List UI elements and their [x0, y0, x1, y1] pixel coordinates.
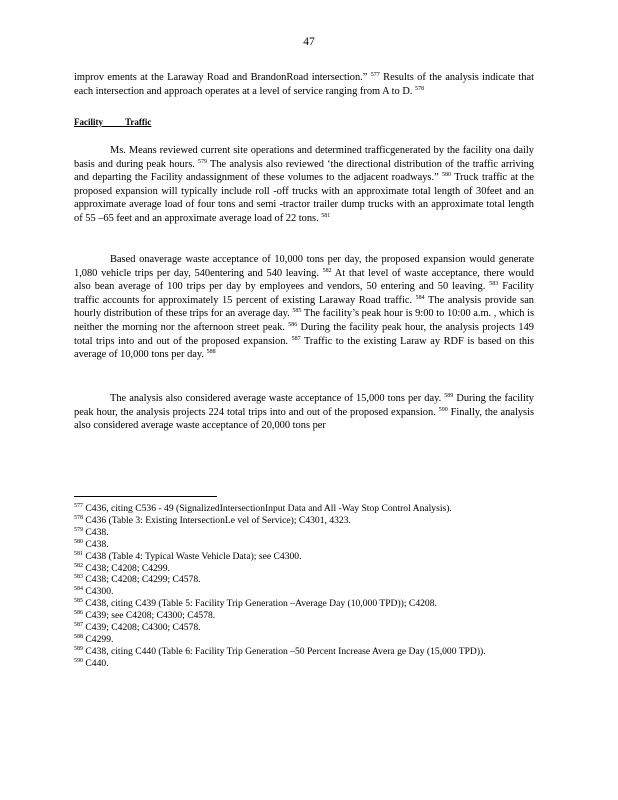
- text-segment: The analysis also reviewed ‘the directional distribution of the traffic arriving and departing the Facility andassignment of these volumes to the adjacent roadways.”: [74, 158, 534, 184]
- footnote-number: 590: [74, 657, 83, 664]
- footnote-item: [74, 598, 514, 610]
- footnote-number: 577: [74, 503, 83, 509]
- footnote-text: C440.: [85, 657, 109, 669]
- footnote-ref: 587: [291, 335, 301, 342]
- footnote-divider: [74, 496, 217, 497]
- footnote-ref: 585: [292, 308, 302, 315]
- footnote-number: 587: [74, 622, 83, 629]
- footnote-text: C438 (Table 4: Typical Waste Vehicle Data); see C4300.: [85, 550, 302, 562]
- footnote-text: C438; C4208; C4299; C4578.: [85, 574, 201, 586]
- paragraph-2: [74, 253, 534, 362]
- footnote-ref: 579: [198, 158, 208, 165]
- paragraph-1: [74, 144, 534, 226]
- footnote-item: [74, 574, 514, 586]
- footnote-ref: 584: [415, 294, 425, 301]
- text-segment: At that level of waste acceptance, there would also bean average of 100 trips per day by employees and vendors, 50 entering and 50 leaving.: [74, 267, 535, 293]
- footnote-ref: 589: [444, 393, 454, 399]
- text-segment: Ms. Means reviewed current site operations and determined trafficgenerated by the facility ona daily basis and during peak hours.: [74, 145, 534, 170]
- footnote-number: 583: [74, 574, 83, 581]
- footnote-item: [74, 515, 514, 527]
- footnote-item: [74, 551, 514, 563]
- footnote-text: C438; C4208; C4299.: [85, 562, 170, 574]
- footnote-item: [74, 646, 514, 658]
- footnote-ref: 590: [438, 406, 448, 413]
- footnote-text: C439; C4208; C4300; C4578.: [85, 622, 201, 634]
- footnote-ref: 578: [415, 85, 425, 92]
- footnote-text: C438.: [85, 538, 109, 550]
- footnote-item: [74, 503, 514, 515]
- footnote-number: 585: [74, 598, 83, 605]
- paragraph-text: [74, 392, 534, 433]
- text-segment: The analysis also considered average waste acceptance of 15,000 tons per day.: [110, 393, 442, 404]
- footnote-item: [74, 634, 514, 646]
- footnote-ref: 582: [322, 267, 332, 274]
- footnote-item: [74, 658, 514, 670]
- footnote-number: 589: [74, 645, 83, 652]
- text-segment: Based onaverage waste acceptance of 10,000 tons per day, the proposed expansion would generate 1,080 vehicle trips per day, 540entering and 540 leaving.: [74, 254, 534, 279]
- footnote-text: C438.: [85, 526, 109, 538]
- section-heading: Facility Traffic: [74, 117, 152, 127]
- paragraph-text: [74, 253, 534, 362]
- page-number: 47: [303, 36, 315, 48]
- footnote-item: [74, 586, 514, 598]
- intro-text-1: improv ements at the Laraway Road and BrandonRoad intersection.”: [74, 72, 368, 83]
- footnote-text: C436 (Table 3: Existing IntersectionLe vel of Service); C4301, 4323.: [85, 514, 351, 526]
- footnote-number: 584: [74, 586, 83, 593]
- footnote-text: C439; see C4208; C4300; C4578.: [85, 610, 216, 622]
- footnote-ref: 581: [321, 212, 331, 219]
- footnote-item: [74, 610, 514, 622]
- text-segment: Facility traffic accounts for approximately 15 percent of existing Laraway Road traffic.: [74, 281, 534, 306]
- footnote-number: 579: [74, 526, 83, 533]
- footnote-item: [74, 563, 514, 575]
- footnote-number: 578: [74, 514, 83, 521]
- text-segment: The analysis provide san hourly distribution of these trips for an average day.: [74, 294, 535, 320]
- footnotes: [74, 503, 514, 670]
- text-segment: Truck traffic at the proposed expansion will typically include roll -off trucks with an approximate total length of 30feet and an approximate average load of four tons and semi -tractor trailer dump trucks with an approximate total length of 55 –65 feet and an approximate average load of 22 tons.: [74, 172, 535, 224]
- intro-text-2: Results of the analysis indicate that each intersection and approach operates at a level of service ranging from A to D.: [74, 72, 534, 97]
- footnote-item: [74, 539, 514, 551]
- text-segment: Finally, the analysis also considered average waste acceptance of 20,000 tons per: [74, 406, 534, 432]
- footnote-number: 588: [74, 633, 83, 640]
- footnote-number: 580: [74, 538, 83, 545]
- paragraph-text: [74, 144, 534, 226]
- footnote-ref: 580: [442, 172, 452, 179]
- text-segment: During the facility peak hour, the analysis projects 224 total trips into and out of the proposed expansion.: [74, 393, 534, 418]
- footnote-text: C438, citing C440 (Table 6: Facility Trip Generation –50 Percent Increase Avera ge Day (15,000 TPD)).: [85, 645, 486, 657]
- footnote-number: 582: [74, 562, 83, 569]
- text-segment: Traffic to the existing Laraw ay RDF is based on this average of 10,000 tons per day.: [74, 335, 534, 361]
- intro-paragraph: [74, 71, 534, 98]
- footnote-ref: 588: [206, 349, 216, 356]
- footnote-text: C4300.: [85, 586, 114, 598]
- text-segment: During the facility peak hour, the analysis projects 149 total trips into and out of the proposed expansion.: [74, 321, 534, 347]
- footnote-text: C436, citing C536 - 49 (SignalizedIntersectionInput Data and All -Way Stop Control Analysis).: [85, 503, 452, 514]
- footnote-number: 581: [74, 550, 83, 557]
- text-segment: The facility’s peak hour is 9:00 to 10:00 a.m. , which is neither the morning nor the afternoon street peak.: [74, 308, 534, 333]
- footnote-text: C4299.: [85, 633, 114, 645]
- footnote-item: [74, 622, 514, 634]
- footnote-ref: 586: [288, 321, 298, 328]
- footnote-ref: 583: [489, 281, 499, 288]
- footnote-text: C438, citing C439 (Table 5: Facility Trip Generation –Average Day (10,000 TPD)); C4208.: [85, 598, 437, 610]
- paragraph-3: [74, 392, 534, 433]
- footnote-item: [74, 527, 514, 539]
- footnote-ref: 577: [370, 72, 380, 78]
- footnote-number: 586: [74, 610, 83, 617]
